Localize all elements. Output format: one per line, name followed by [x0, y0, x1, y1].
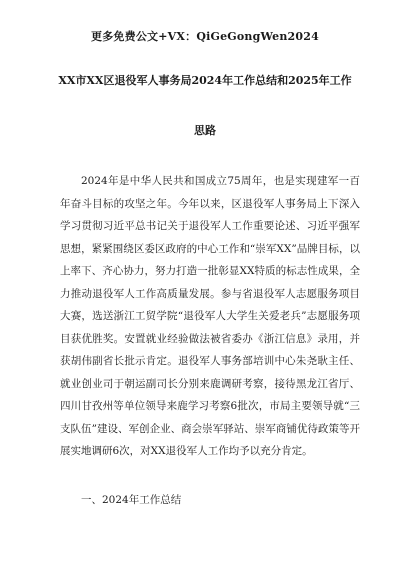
body-paragraph: 2024年是中华人民共和国成立75周年，也是实现建军一百年奋斗目标的攻坚之年。今年以来，区退役军人事务局上下深入学习贯彻习近平总书记关于退役军人工作重要论述、习近平强军思想，紧紧围绕区委区政府的中心工作和“崇军XX”品牌目标，以上率下、齐心协力，努力打造一批彰显XX特质的标志性成果，全力推动退役军人工作高质量发展。参与省退役军人志愿服务项目大赛，选送浙江工贸学院“退役军人大学生关爱老兵”志愿服务项目获优胜奖。安置就业经验做法被省委办《浙江信息》录用，并获胡伟副省长批示肯定。退役军人事务部培训中心朱尧耿主任、就业创业司于朝运副司长分别来鹿调研考察，接待黑龙江省厅、四川甘孜州等单位领导来鹿学习考察6批次，市局主要领导就“三支队伍”建设、军创企业、商会崇军驿站、崇军商铺优待政策等开展实地调研6次，对XX退役军人工作均予以充分肯定。 — [60, 175, 360, 457]
watermark-header: 更多免费公文+VX：QiGeGongWen2024 — [91, 30, 319, 43]
document-title-line-2: 思路 — [194, 124, 216, 137]
document-title-line-1: XX市XX区退役军人事务局2024年工作总结和2025年工作 — [58, 74, 352, 87]
body-paragraph-block — [60, 170, 360, 463]
section-heading: 一、2024年工作总结 — [81, 494, 182, 506]
